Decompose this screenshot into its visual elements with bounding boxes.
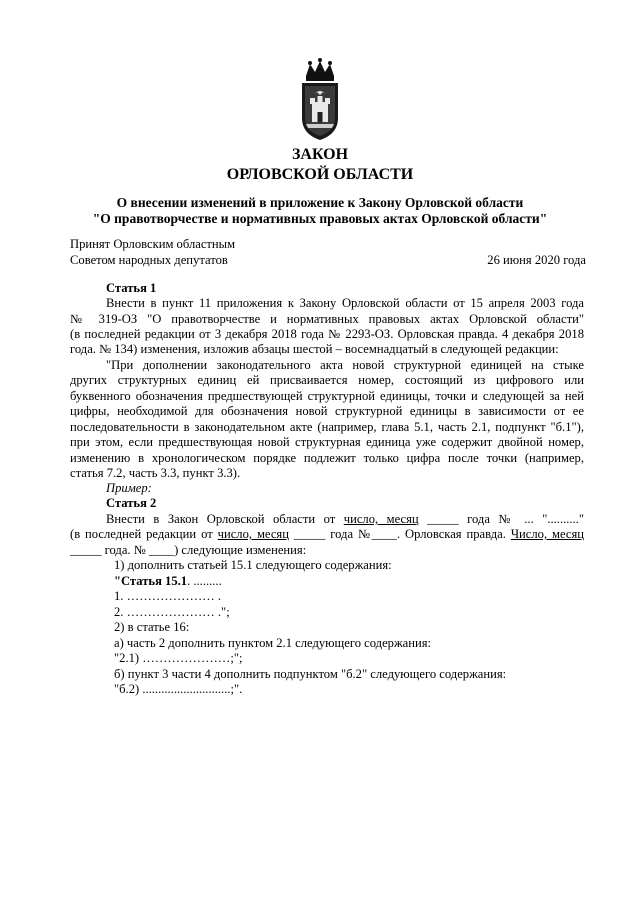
example-line-4: 1) дополнить статьей 15.1 следующего содержания:	[114, 558, 392, 572]
example-article-heading: Статья 2	[106, 496, 157, 510]
article-1-line: изменению в хронологическом порядке подлежит только цифра после точки (например,	[70, 451, 584, 465]
article-1-line: цифры, необходимой для обозначения новой структурной единицы в зависимости от ее	[70, 404, 584, 418]
example-line-10: "2.1) …………………;";	[114, 651, 243, 665]
example-line-12: "б.2) ............................;".	[114, 682, 243, 696]
example-line-7: 2. ………………… .";	[114, 605, 230, 619]
article-1-line: статья 7.2, часть 3.3, пункт 3.3).	[70, 466, 241, 480]
article-1-heading: Статья 1	[106, 281, 157, 295]
example-line-5: "Статья 15.1. .........	[114, 574, 222, 588]
law-subtitle-line-2: "О правотворчестве и нормативных правовых актах Орловской области"	[92, 211, 548, 226]
article-1-line: № 319-ОЗ "О правотворчестве и нормативных правовых актах Орловской области"	[70, 312, 584, 326]
adoption-line-1: Принят Орловским областным	[70, 237, 236, 251]
article-1-line: последовательности в законодательном акте (например, глава 5.1, часть 2.1, подпункт "б.1"),	[70, 420, 584, 434]
example-line-2: (в последней редакции от число, месяц _____ года №____. Орловская правда. Число, месяц	[70, 527, 585, 541]
document-title-line-1: ЗАКОН	[291, 146, 349, 163]
example-line-11: б) пункт 3 части 4 дополнить подпунктом "б.2" следующего содержания:	[114, 667, 507, 681]
article-1-line: других структурных единиц ей присваивается номер, состоящий из цифрового или	[70, 373, 584, 387]
example-label: Пример:	[106, 481, 152, 495]
adoption-date: 26 июня 2020 года	[487, 253, 586, 267]
coat-of-arms-emblem	[296, 58, 344, 142]
example-line-8: 2) в статье 16:	[114, 620, 190, 634]
example-line-9: а) часть 2 дополнить пунктом 2.1 следующего содержания:	[114, 636, 432, 650]
example-line-1: Внести в Закон Орловской области от число, месяц _____ года № ... ".........."	[106, 512, 584, 526]
document-title-line-2: ОРЛОВСКОЙ ОБЛАСТИ	[226, 166, 414, 183]
article-1-line: при этом, если предшествующая новой структурная единица уже содержит двойной номер,	[70, 435, 584, 449]
example-line-6: 1. ………………… .	[114, 589, 222, 603]
article-1-line: (в последней редакции от 3 декабря 2018 года № 2293-ОЗ. Орловская правда. 4 декабря 2018	[70, 327, 584, 341]
example-line-3: _____ года. № ____) следующие изменения:	[70, 543, 307, 557]
article-1-line: Внести в пункт 11 приложения к Закону Орловской области от 15 апреля 2003 года	[106, 296, 584, 310]
adoption-line-2: Советом народных депутатов	[70, 253, 228, 267]
law-subtitle-line-1: О внесении изменений в приложение к Закону Орловской области	[116, 195, 524, 210]
article-1-line: года. № 134) изменения, изложив абзацы шестой – восемнадцатый в следующей редакции:	[70, 342, 559, 356]
article-1-line: буквенного обозначения предшествующей структурной единицы, точки и следующей за ней	[70, 389, 584, 403]
article-1-line: "При дополнении законодательного акта новой структурной единицей на стыке	[106, 358, 584, 372]
